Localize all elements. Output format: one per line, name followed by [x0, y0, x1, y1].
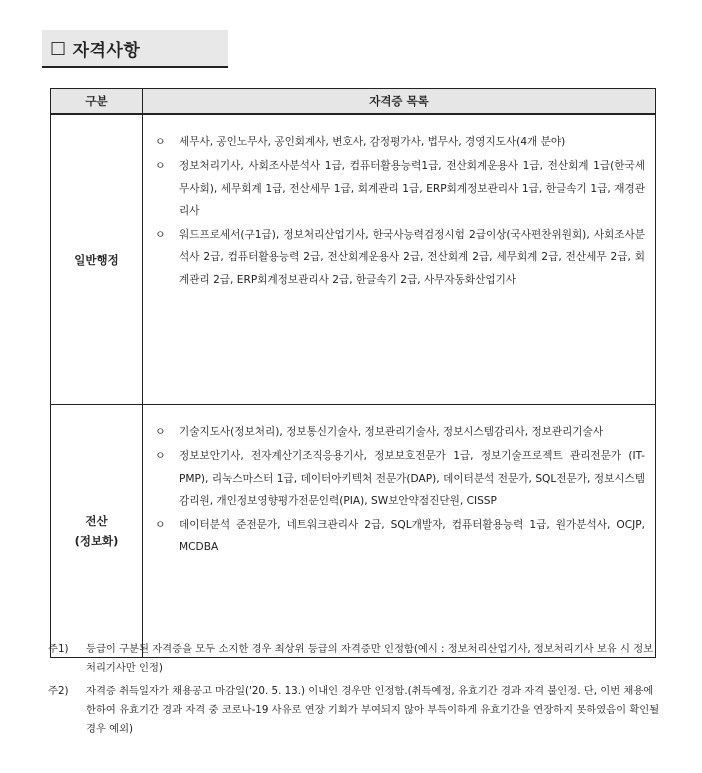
circle-bullet-icon: ㅇ: [155, 159, 166, 173]
list-item-text: 정보보안기사, 전자계산기조직응용기사, 정보보호전문가 1급, 정보기술프로젝트 관리전문가 (IT-PMP), 리눅스마스터 1급, 데이터아키텍처 전문가(DAP), 데이터분석 전문가, SQL전문가, 정보시스템감리원, 개인정보영향평가전문인력(PIA), SW보안약점진단원, CISSP: [179, 450, 645, 507]
table-row: [51, 114, 656, 405]
footnote-text: 자격증 취득일자가 채용공고 마감일('20. 5. 13.) 이내인 경우만 인정함.(취득예정, 유효기간 경과 자격 불인정. 단, 이번 채용에 한하여 유효기간 경과 자격 중 코로나-19 사유로 연장 기회가 부여되지 않아 부득이하게 유효기간을 연장하지 못하였음이 확인될 경우 예외): [86, 684, 660, 736]
footnote-mark: 주1): [48, 643, 69, 655]
list-item-text: 세무사, 공인노무사, 공인회계사, 변호사, 감정평가사, 법무사, 경영지도사(4개 분야): [179, 136, 566, 148]
list-item: [153, 155, 645, 222]
list-item: [153, 421, 645, 443]
table-row: [51, 405, 656, 658]
list-item: [153, 131, 645, 153]
category-label: 전산: [85, 514, 108, 528]
certificate-list-cell: [143, 405, 656, 658]
circle-bullet-icon: ㅇ: [155, 518, 166, 532]
circle-bullet-icon: ㅇ: [155, 449, 166, 463]
footnote: [48, 640, 660, 679]
header-category: 구분: [51, 89, 143, 115]
list-item-text: 기술지도사(정보처리), 정보통신기술사, 정보관리기술사, 정보시스템감리사, 정보관리기술사: [179, 426, 604, 438]
certificate-list-cell: [143, 114, 656, 405]
checkbox-square-icon: □: [50, 38, 67, 58]
category-label: 일반행정: [74, 252, 119, 267]
footnotes: [48, 640, 660, 742]
footnote: [48, 682, 660, 740]
footnote-text: 등급이 구분된 자격증을 모두 소지한 경우 최상위 등급의 자격증만 인정함(예시 : 정보처리산업기사, 정보처리기사 보유 시 정보처리기사만 인정): [86, 643, 654, 675]
category-cell: [51, 405, 143, 658]
section-title-text: 자격사항: [72, 40, 141, 61]
section-title: [42, 30, 228, 68]
circle-bullet-icon: ㅇ: [155, 135, 166, 148]
circle-bullet-icon: ㅇ: [155, 425, 166, 438]
category-cell: [51, 114, 143, 405]
list-item: [153, 514, 645, 559]
table-header-row: [51, 89, 656, 115]
list-item: [153, 224, 645, 291]
list-item-text: 정보처리기사, 사회조사분석사 1급, 컴퓨터활용능력1급, 전산회계운용사 1급, 전산회계 1급(한국세무사회), 세무회계 1급, 전산세무 1급, 회계관리 1급, ERP회계정보관리사 1급, 한글속기 1급, 재경관리사: [179, 160, 645, 217]
list-item-text: 워드프로세서(구1급), 정보처리산업기사, 한국사능력검정시험 2급이상(국사편찬위원회), 사회조사분석사 2급, 컴퓨터활용능력 2급, 전산회계운용사 2급, 전산회계 2급, 세무회계 2급, 전산세무 2급, 회계관리 2급, ERP회계정보관리사 2급, 한글속기 2급, 사무자동화산업기사: [179, 229, 645, 286]
footnote-mark: 주2): [48, 684, 69, 697]
list-item-text: 데이터분석 준전문가, 네트워크관리사 2급, SQL개발자, 컴퓨터활용능력 1급, 원가분석사, OCJP, MCDBA: [179, 519, 645, 554]
qualification-table: [50, 88, 656, 658]
circle-bullet-icon: ㅇ: [155, 228, 166, 242]
category-label-sub: (정보화): [74, 534, 119, 548]
list-item: [153, 445, 645, 512]
header-certificate-list: 자격증 목록: [143, 89, 656, 115]
